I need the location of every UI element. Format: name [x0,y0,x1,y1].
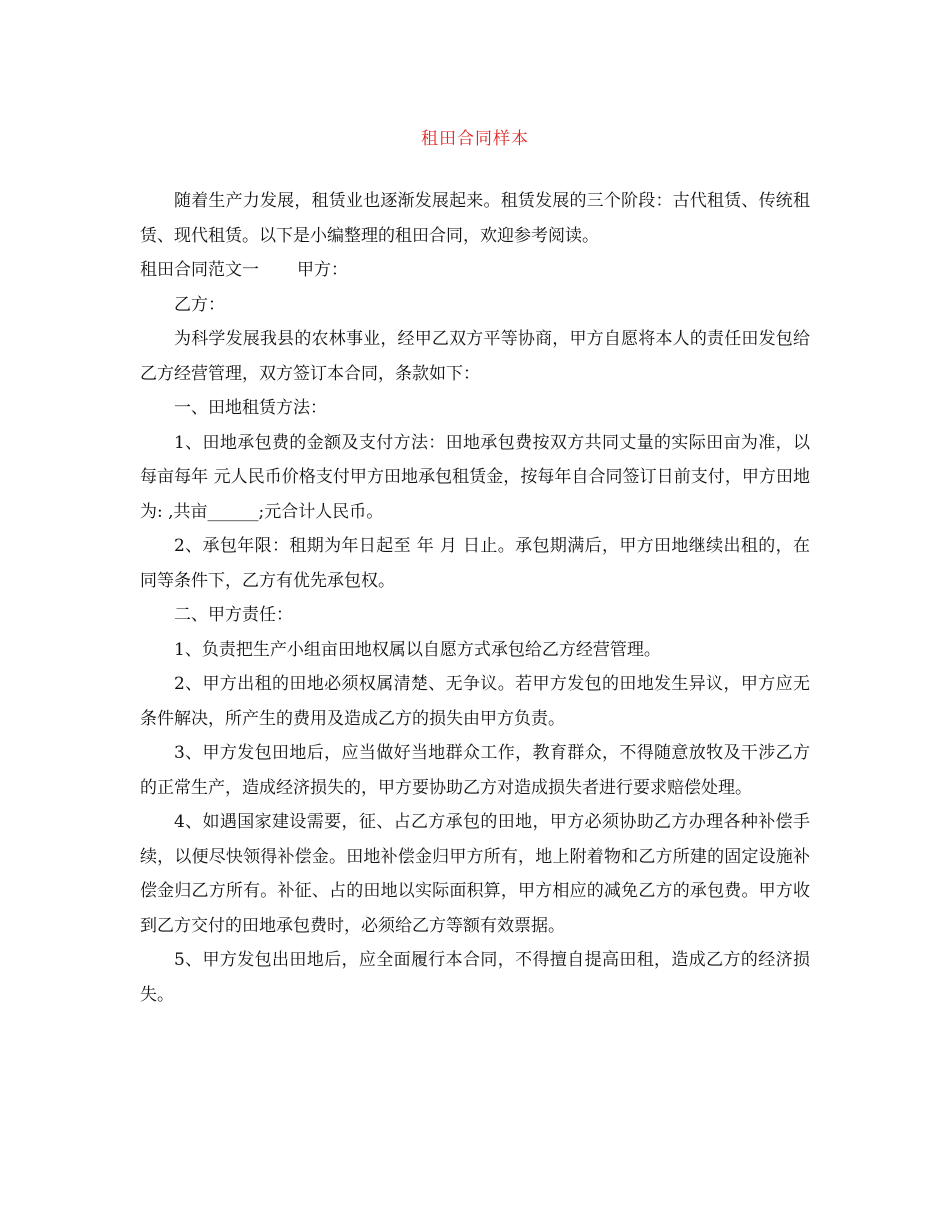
party-a-label: 甲方： [297,260,348,280]
clause-2-5: 5、甲方发包出田地后，应全面履行本合同，不得擅自提高田租，造成乙方的经济损失。 [140,950,810,1005]
clause-2-4: 4、如遇国家建设需要，征、占乙方承包的田地，甲方必须协助乙方办理各种补偿手续，以便尽快领得补偿金。田地补偿金归甲方所有，地上附着物和乙方所建的固定设施补偿金归乙方所有。补征、占的田地以实际面积算，甲方相应的减免乙方的承包费。甲方收到乙方交付的田地承包费时，必须给乙方等额有效票据。 [140,812,810,936]
section-2-title: 二、甲方责任： [174,605,293,625]
clause-1-2: 2、承包年限：租期为年日起至 年 月 日止。承包期满后，甲方田地继续出租的，在同等条件下，乙方有优先承包权。 [140,536,810,591]
clause-2-2: 2、甲方出租的田地必须权属清楚、无争议。若甲方发包的田地发生异议，甲方应无条件解决，所产生的费用及造成乙方的损失由甲方负责。 [140,674,810,729]
clause-1-1: 1、田地承包费的金额及支付方法：田地承包费按双方共同丈量的实际田亩为准，以每亩每年 元人民币价格支付甲方田地承包租赁金，按每年自合同签订日前支付，甲方田地为: ,共亩______;元合计人民币。 [140,432,810,522]
sample-heading: 租田合同范文一 [140,260,259,280]
document-title: 租田合同样本 [421,129,529,149]
preamble-paragraph: 为科学发展我县的农林事业，经甲乙双方平等协商，甲方自愿将本人的责任田发包给乙方经营管理，双方签订本合同，条款如下： [140,329,810,384]
intro-paragraph: 随着生产力发展，租赁业也逐渐发展起来。租赁发展的三个阶段：古代租赁、传统租赁、现代租赁。以下是小编整理的租田合同，欢迎参考阅读。 [140,191,810,246]
party-b-label: 乙方： [174,294,225,315]
section-1-title: 一、田地租赁方法： [174,398,327,418]
document-body [140,184,810,1012]
sample-heading-line [140,253,810,288]
clause-2-1: 1、负责把生产小组亩田地权属以自愿方式承包给乙方经营管理。 [174,639,661,660]
clause-2-3: 3、甲方发包田地后，应当做好当地群众工作，教育群众，不得随意放牧及干涉乙方的正常生产，造成经济损失的，甲方要协助乙方对造成损失者进行要求赔偿处理。 [140,743,810,798]
